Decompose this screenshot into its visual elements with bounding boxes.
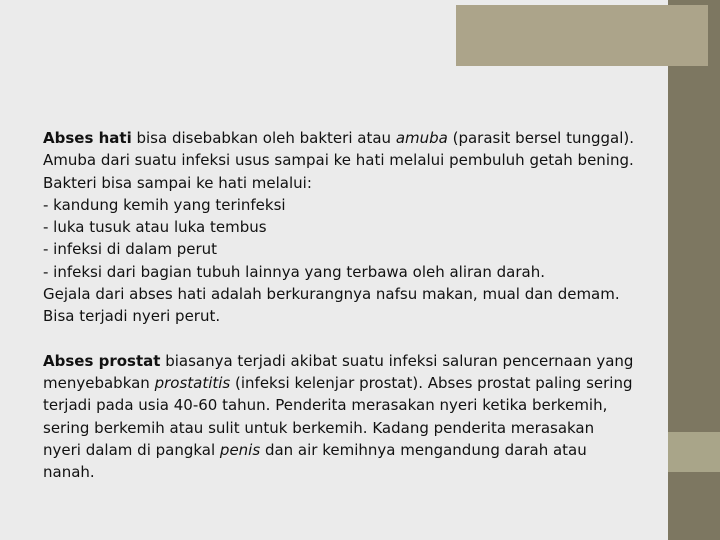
text-span: bisa disebabkan oleh bakteri atau bbox=[131, 129, 396, 147]
text-span: (parasit bersel tunggal). bbox=[447, 129, 634, 147]
list-item: - kandung kemih yang terinfeksi bbox=[43, 195, 286, 214]
term-penis: penis bbox=[219, 440, 261, 459]
term-abses-hati: Abses hati bbox=[43, 129, 132, 147]
text-span: nyeri dalam di pangkal bbox=[43, 440, 220, 459]
list-item: - luka tusuk atau luka tembus bbox=[43, 218, 267, 237]
text-span: menyebabkan bbox=[43, 373, 155, 392]
list-item: - infeksi dari bagian tubuh lainnya yang terbawa oleh aliran darah. bbox=[43, 262, 545, 281]
text-span: (infeksi kelenjar prostat). Abses prostat paling sering bbox=[230, 373, 633, 392]
text-line bbox=[43, 127, 683, 149]
top-accent-rectangle bbox=[456, 5, 708, 66]
text-span: dan air kemihnya mengandung darah atau bbox=[260, 440, 587, 459]
paragraph-gap bbox=[43, 328, 683, 350]
term-abses-prostat: Abses prostat bbox=[43, 351, 161, 370]
term-amuba: amuba bbox=[395, 129, 448, 147]
text-line: Gejala dari abses hati adalah berkurangnya nafsu makan, mual dan demam. bbox=[43, 285, 620, 304]
list-item: - infeksi di dalam perut bbox=[43, 240, 218, 259]
text-line: Bisa terjadi nyeri perut. bbox=[43, 307, 221, 326]
text-line: terjadi pada usia 40-60 tahun. Penderita merasakan nyeri ketika berkemih, bbox=[43, 396, 608, 415]
slide-content bbox=[43, 127, 683, 483]
text-line: sering berkemih atau sulit untuk berkemih. Kadang penderita merasakan bbox=[43, 418, 595, 437]
text-line: nanah. bbox=[43, 463, 95, 482]
paragraph-abses-prostat bbox=[43, 350, 683, 484]
text-line: Bakteri bisa sampai ke hati melalui: bbox=[43, 173, 312, 192]
term-prostatitis: prostatitis bbox=[154, 373, 231, 392]
text-line bbox=[43, 350, 683, 372]
text-line bbox=[43, 439, 683, 461]
text-span: biasanya terjadi akibat suatu infeksi saluran pencernaan yang bbox=[160, 351, 634, 370]
text-line: Amuba dari suatu infeksi usus sampai ke hati melalui pembuluh getah bening. bbox=[43, 151, 634, 170]
text-line bbox=[43, 372, 683, 394]
paragraph-abses-hati bbox=[43, 127, 683, 328]
